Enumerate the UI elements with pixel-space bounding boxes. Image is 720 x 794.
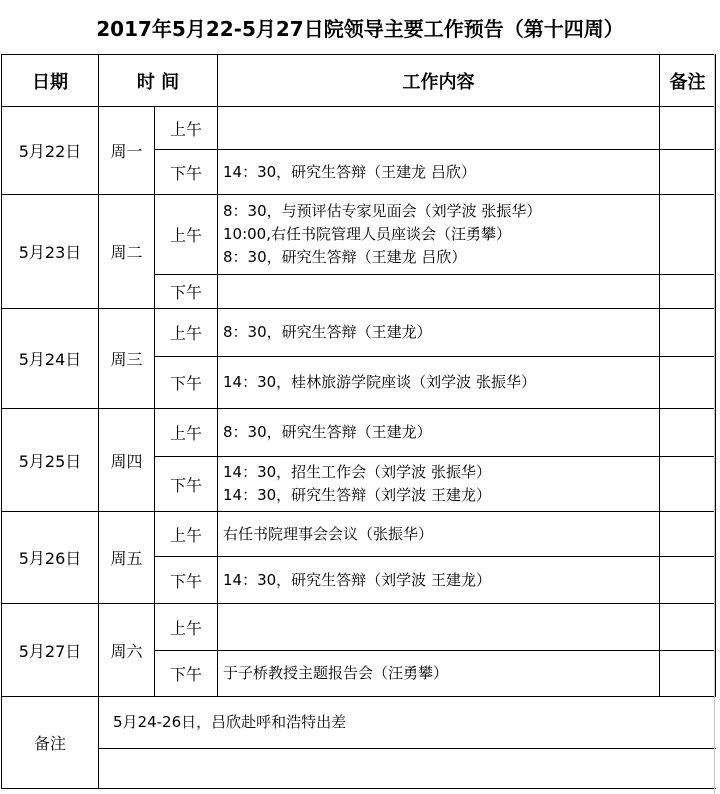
footer-row-blank (2, 749, 716, 789)
pm-label: 下午 (155, 150, 218, 195)
am-label: 上午 (155, 309, 218, 357)
work-content-cell (218, 604, 660, 651)
work-item: 8：30，与预评估专家见面会（刘学波 张振华） (223, 202, 542, 220)
work-content-cell (218, 651, 660, 697)
am-label: 上午 (155, 107, 218, 150)
note-cell (660, 409, 716, 457)
header-content: 工作内容 (218, 55, 660, 107)
work-item: 10:00,右任书院管理人员座谈会（汪勇攀） (223, 225, 511, 243)
header-date: 日期 (2, 55, 99, 107)
day-3-am-row (2, 309, 716, 357)
work-item: 右任书院理事会会议（张振华） (223, 524, 434, 543)
work-item: 14：30，研究生答辩（刘学波 王建龙） (223, 570, 491, 589)
day-weekday: 周三 (99, 309, 155, 409)
work-content-cell (218, 457, 660, 512)
pm-label: 下午 (155, 357, 218, 409)
note-cell (660, 651, 716, 697)
work-content-cell (218, 275, 660, 309)
header-note: 备注 (660, 55, 716, 107)
note-cell (660, 557, 716, 604)
note-cell (660, 150, 716, 195)
day-weekday: 周五 (99, 512, 155, 604)
work-content-cell (218, 512, 660, 557)
work-item: 8：30，研究生答辩（王建龙 吕欣） (223, 248, 467, 266)
note-cell (660, 309, 716, 357)
note-cell (660, 275, 716, 309)
pm-label: 下午 (155, 651, 218, 697)
work-item: 14：30，桂林旅游学院座谈（刘学波 张振华） (223, 373, 536, 391)
note-cell (660, 357, 716, 409)
note-cell (660, 604, 716, 651)
day-weekday: 周一 (99, 107, 155, 195)
header-time: 时 间 (99, 55, 218, 107)
header-row (2, 55, 716, 107)
day-date: 5月27日 (2, 604, 99, 697)
day-date: 5月26日 (2, 512, 99, 604)
sheet-grid-edge (714, 54, 720, 794)
work-content-cell (218, 107, 660, 150)
day-date: 5月24日 (2, 309, 99, 409)
day-date: 5月25日 (2, 409, 99, 512)
day-4-am-row (2, 409, 716, 457)
note-cell (660, 512, 716, 557)
work-content-cell (218, 409, 660, 457)
day-weekday: 周二 (99, 195, 155, 309)
footer-note-text: 5月24-26日，吕欣赴呼和浩特出差 (99, 697, 716, 749)
am-label: 上午 (155, 512, 218, 557)
footer-label: 备注 (2, 697, 99, 789)
work-item: 8：30，研究生答辩（王建龙） (223, 323, 432, 341)
footer-row (2, 697, 716, 749)
am-label: 上午 (155, 195, 218, 275)
day-5-am-row (2, 512, 716, 557)
pm-label: 下午 (155, 457, 218, 512)
pm-label: 下午 (155, 275, 218, 309)
note-cell (660, 195, 716, 275)
day-weekday: 周六 (99, 604, 155, 697)
day-6-am-row (2, 604, 716, 651)
day-1-am-row (2, 107, 716, 150)
work-item: 14：30，招生工作会（刘学波 张振华） (223, 463, 491, 481)
day-2-am-row (2, 195, 716, 275)
work-content-cell (218, 557, 660, 604)
note-cell (660, 457, 716, 512)
day-weekday: 周四 (99, 409, 155, 512)
page-title: 2017年5月22-5月27日院领导主要工作预告（第十四周） (96, 16, 624, 41)
am-label: 上午 (155, 409, 218, 457)
work-item: 14：30，研究生答辩（刘学波 王建龙） (223, 486, 491, 504)
work-content-cell (218, 195, 660, 275)
work-item: 于子桥教授主题报告会（汪勇攀） (223, 664, 449, 682)
work-content-cell (218, 357, 660, 409)
note-cell (660, 107, 716, 150)
am-label: 上午 (155, 604, 218, 651)
work-item: 8：30，研究生答辩（王建龙） (223, 423, 432, 441)
schedule-table (1, 54, 716, 789)
footer-blank-cell (99, 749, 716, 789)
pm-label: 下午 (155, 557, 218, 604)
work-content-cell (218, 309, 660, 357)
day-date: 5月22日 (2, 107, 99, 195)
day-date: 5月23日 (2, 195, 99, 309)
work-item: 14：30，研究生答辩（王建龙 吕欣） (223, 162, 476, 181)
work-content-cell (218, 150, 660, 195)
